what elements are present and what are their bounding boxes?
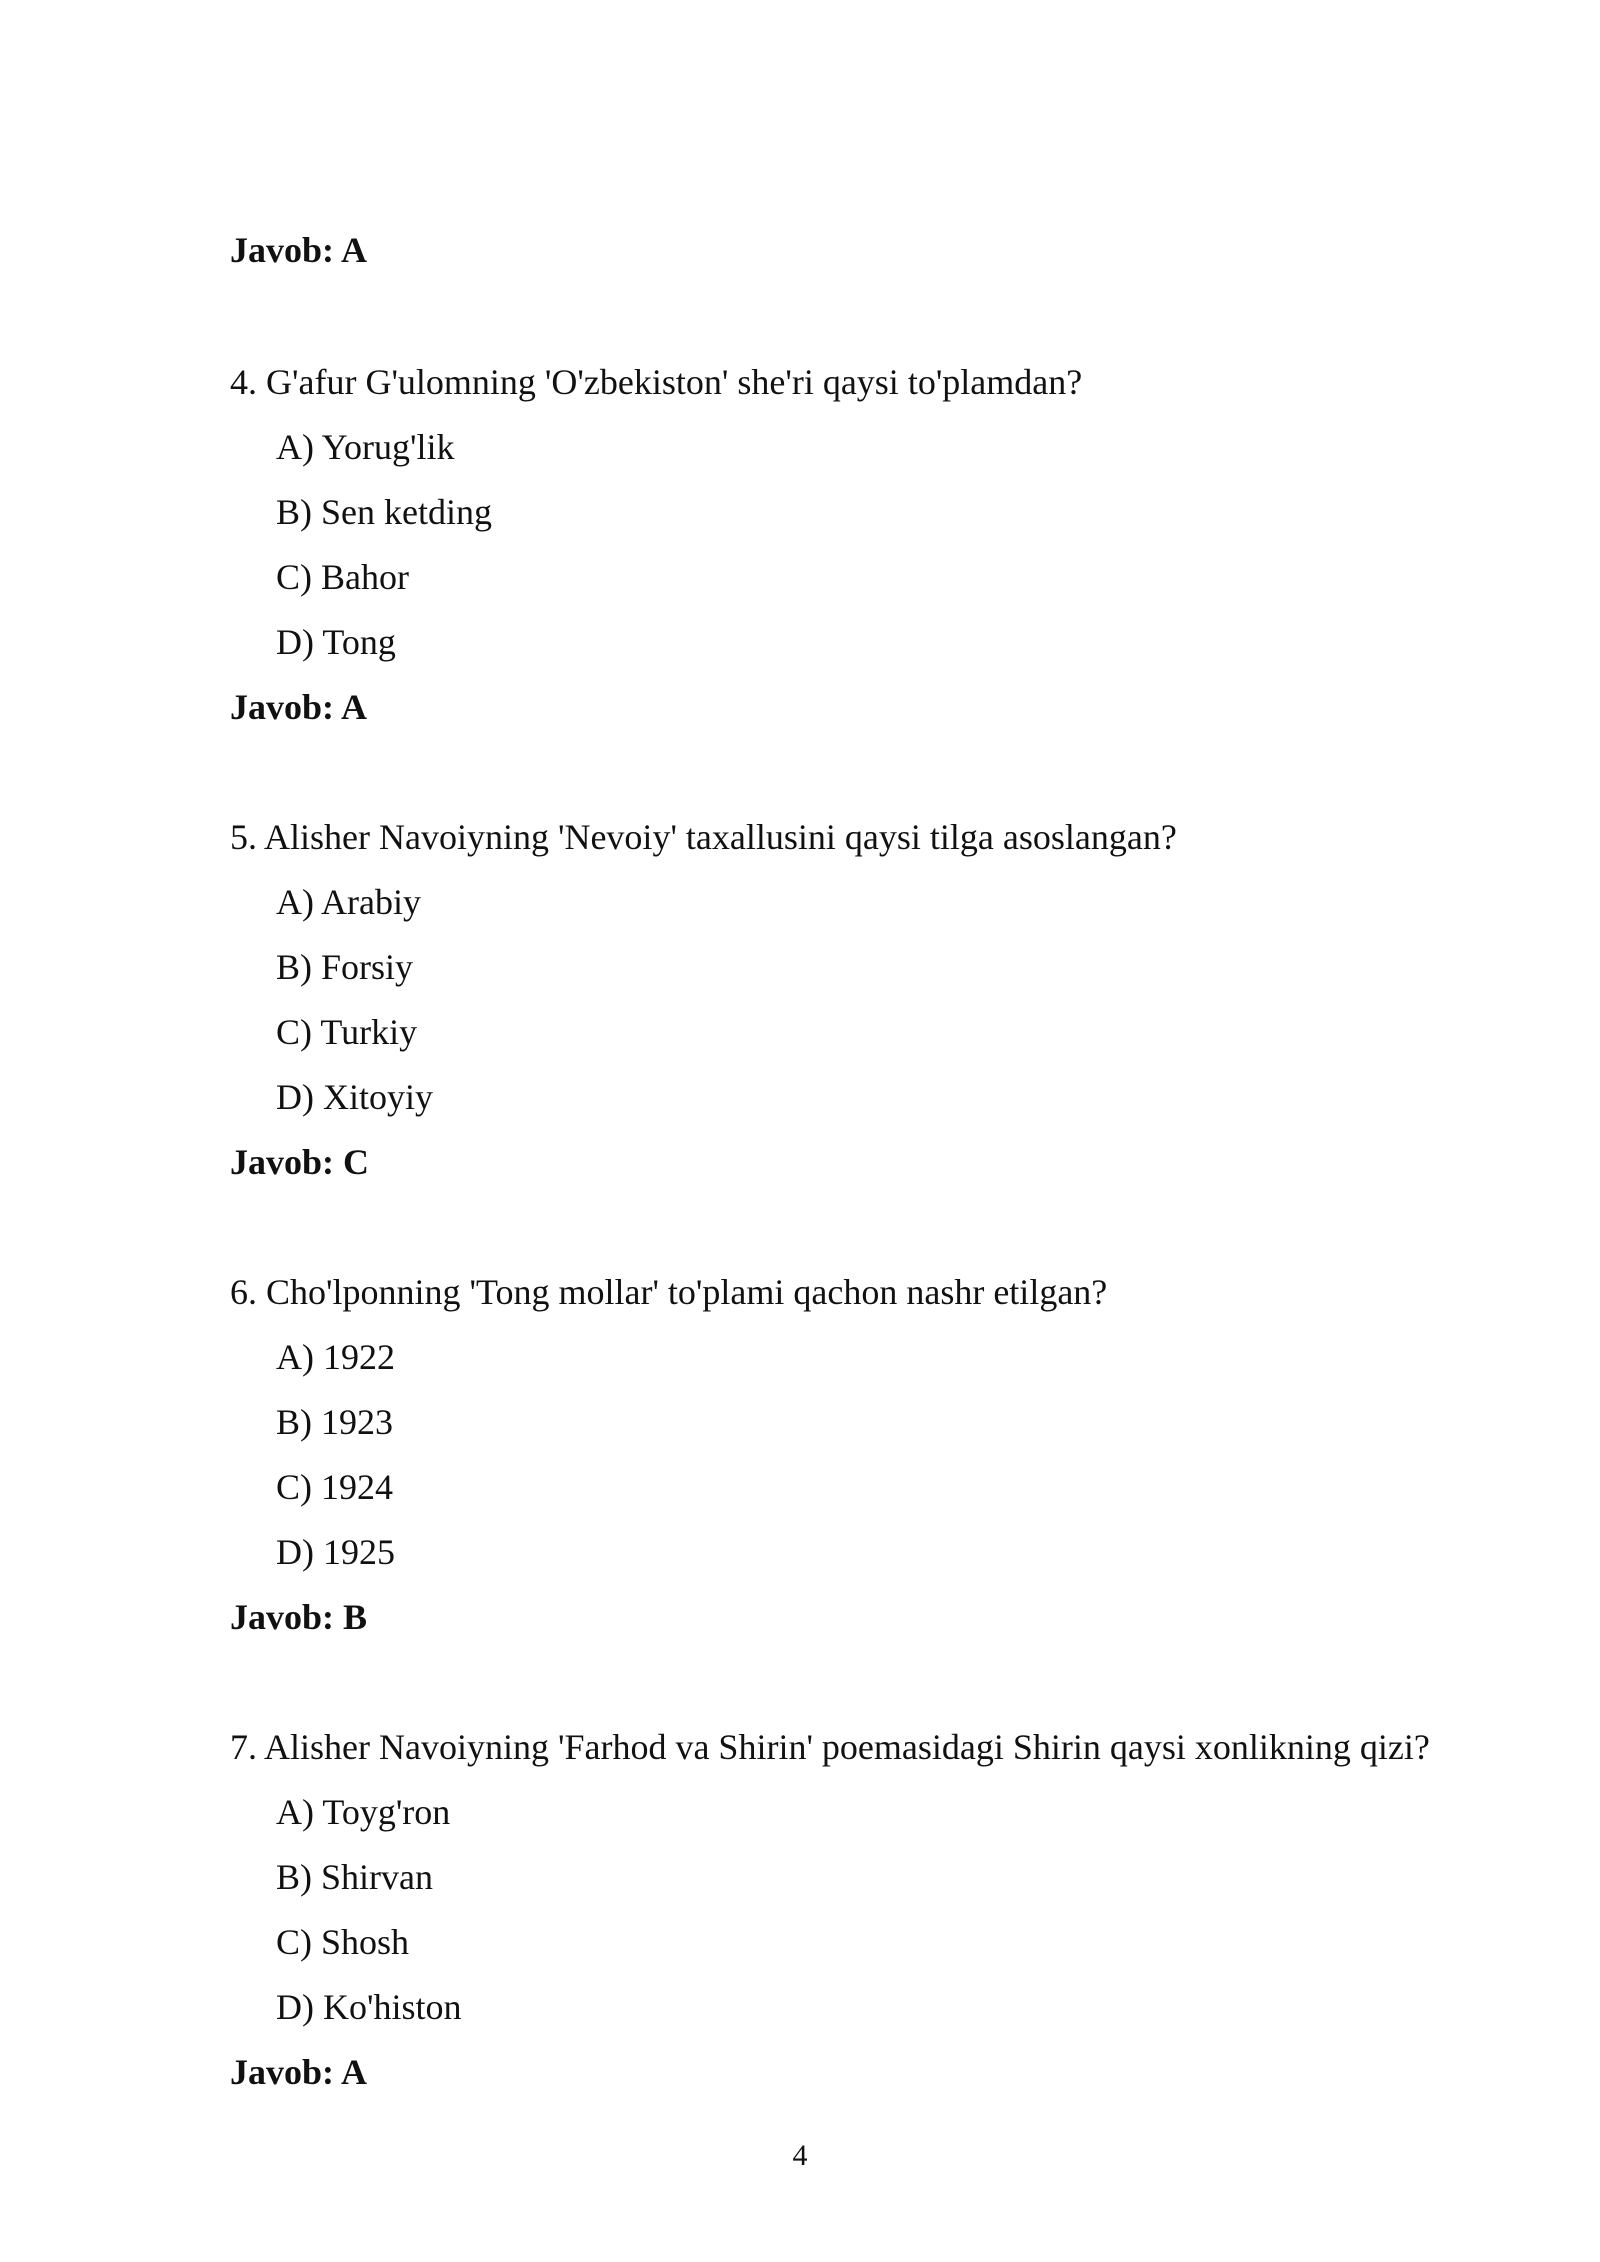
answer-line: Javob: C [230,1142,370,1182]
page-number: 4 [792,2139,808,2172]
option-c: C) Shosh [276,1922,410,1962]
option-d: D) Ko'histon [276,1987,462,2027]
option-b: B) 1923 [276,1402,393,1442]
option-c: C) Bahor [276,557,409,597]
option-b: B) Sen ketding [276,492,492,532]
question-text: 7. Alisher Navoiyning 'Farhod va Shirin' poemasidagi Shirin qaysi xonlikning qizi? [230,1727,1430,1767]
option-c: C) 1924 [276,1467,393,1507]
question-text: 4. G'afur G'ulomning 'O'zbekiston' she'ri qaysi to'plamdan? [230,362,1083,402]
option-a: A) Yorug'lik [276,427,455,467]
answer-line: Javob: A [230,2052,368,2092]
option-c: C) Turkiy [276,1012,418,1052]
option-a: A) 1922 [276,1337,395,1377]
option-b: B) Forsiy [276,947,414,987]
option-d: D) 1925 [276,1532,395,1572]
answer-line: Javob: A [230,230,368,270]
question-text: 6. Cho'lponning 'Tong mollar' to'plami qachon nashr etilgan? [230,1272,1108,1312]
answer-line: Javob: B [230,1597,368,1637]
option-d: D) Tong [276,622,396,662]
answer-line: Javob: A [230,687,368,727]
option-a: A) Toyg'ron [276,1792,451,1832]
option-d: D) Xitoyiy [276,1077,433,1117]
option-b: B) Shirvan [276,1857,433,1897]
option-a: A) Arabiy [276,882,421,922]
question-text: 5. Alisher Navoiyning 'Nevoiy' taxallusini qaysi tilga asoslangan? [230,817,1177,857]
